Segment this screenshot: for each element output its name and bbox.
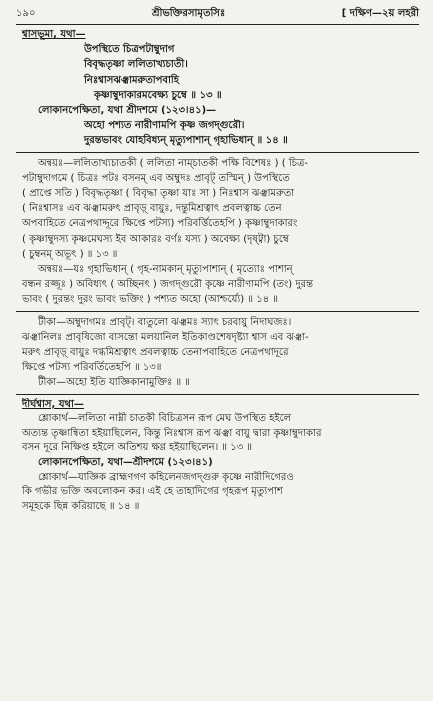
verse-block <box>16 27 419 149</box>
translation-line: শ্লোকার্থ—ললিতা নাম্নী চাতকী বিচিত্রসন রূপ মেঘ উপস্থিত হইলে <box>38 413 292 425</box>
tika-line: ঝঞ্ঝানিলঃ প্রাবৃষিজো বাসন্তো মলয়ানিল ইতিকাণ্ডশেষদৃষ্ট্যা শ্বাস এব ঝঞ্ঝা- <box>22 331 309 343</box>
tika-block <box>16 315 419 391</box>
anvaya-line: পটাম্বুদাগমে ( চিত্রঃ পটঃ বসনম্‌ এব অম্বুদঃ প্রাবৃট্‌ তস্মিন্‌ ) উপস্থিতে <box>22 172 290 184</box>
tika-line: টীকা—অহো ইতি যাজ্ঞিকানামুক্তিঃ ॥ ॥ <box>38 377 190 389</box>
anvaya-line: ( নিঃশ্বাসঃ এব ঝঞ্ঝামরুৎ প্রাবৃড়্‌ বায়ুঃ, দন্তুমিশ্রত্বাৎ প্রবলত্বাচ্চ তেন <box>22 203 282 215</box>
verse-line: বিবৃদ্ধতৃষ্ণা ললিতাখ্যচাতী। <box>84 59 188 71</box>
verse-source: লোকানপেক্ষিতা, যথা শ্রীদশমে (১২৩।৪১)— <box>38 105 217 117</box>
book-title: শ্রীভক্তিরসামৃতসিঃ <box>151 8 226 19</box>
page-number: ১৯০ <box>16 8 36 19</box>
translation-line: কি গভীর ভক্তি অবলোকন কর। এই হে তাহাদিগের গৃহরূপ মৃত্যুপাশ <box>22 486 283 498</box>
translation-line: সমূহকে ছিন্ন করিয়াছে ॥ ১৪ ॥ <box>22 500 140 512</box>
verse-intro: শ্বাসভূমা, যথা— <box>22 29 86 40</box>
section-divider <box>16 152 419 153</box>
tika-line: টীকা—অম্বুদাগমঃ প্রাবৃট্‌। বাতুলো ঝঞ্ঝমঃ স্যাৎ চরবায়ু নিদাঘজঃ। <box>38 316 292 328</box>
section-title: [ দক্ষিণ—২য় লহরী <box>341 8 419 19</box>
anvaya-block <box>16 156 419 308</box>
page-header <box>16 6 419 25</box>
verse-line: কৃষ্ণাম্বুদাকারমবেক্ষ্য চুম্বে ॥ ১৩ ॥ <box>94 89 222 101</box>
anvaya-line: বন্ধন রজ্জূঃ ) অবিধ্যৎ ( অচ্ছিনৎ ) জগদ্গুরৌ কৃষ্ণে নারীণামপি (তং) দুরন্ত <box>22 279 314 291</box>
anvaya-line: ( কৃষ্ণাম্বুদস্য কৃষ্ণমেঘস্য ইব আকারঃ বর্ণঃ যস্য ) অবেক্ষ্য (দৃষ্ট্বা) চুম্বে <box>22 233 289 245</box>
verse-line: দুরন্তভাবং যোহবিধ্যন্‌ মৃত্যুপাশান্‌ গৃহাভিধান্‌ ॥ ১৪ ॥ <box>84 135 288 147</box>
verse-line: অহো পশ্যত নারীণামপি কৃষ্ণ জগদ্গুরৌ। <box>84 120 245 132</box>
translation-line: শ্লোকার্থ—যাজ্ঞিক ব্রাহ্মণগণ কহিলেনজগদ্গুরু কৃষ্ণে নারীদিগেরও <box>38 471 294 483</box>
anvaya-line: ( প্রাপ্তে সতি ) বিবৃদ্ধতৃষ্ণা ( বিবৃদ্ধা তৃষ্ণা যাঃ সা ) নিঃশ্বাস ঝঞ্ঝামরুতা <box>22 188 295 200</box>
translation-line: বসন দূরে নিক্ষিপ্ত হইলে অতিশয় ক্ষণ্ণ হইয়াছিলেন। ॥ ১৩ ॥ <box>22 442 253 454</box>
tika-line: মরুৎ প্রাবৃড়্‌ বায়ুঃ দগ্ধমিশ্রত্বাৎ প্রবলত্বাচ্চ তেনাপবাহিতে নেত্রপথাদূরে <box>22 347 289 359</box>
section-divider <box>16 394 419 395</box>
anvaya-line: ( চুম্বনম্‌ অভূৎ ) ॥ ১৩ ॥ <box>22 248 118 260</box>
translation-heading: দীর্ঘশ্বাস, যথা— <box>22 398 84 410</box>
section-divider <box>16 311 419 312</box>
verse-line: নিঃশ্বাসঝঞ্ঝামরুতাপবাহি <box>84 74 179 86</box>
translation-source: লোকানপেক্ষিতা, যথা—শ্রীদশমে (১২৩।৪১) <box>38 457 213 469</box>
anvaya-line: অপবাহিতে নেত্রপথাদ্দূরে ক্ষিপ্তে পটস্য) পরিবর্ত্তিতেহপি ) কৃষ্ণাম্বুদাকারং <box>22 218 298 230</box>
translation-line: অত্যন্ত তৃষ্ণান্বিতা হইয়াছিলেন, কিন্তু নিঃশ্বাস রূপ ঝঞ্ঝা বায়ু দ্বারা কৃষ্ণাম্বুদাকার <box>22 427 322 439</box>
tika-line: ক্ষিপ্তে পটস্য পরিবর্তিতেহপি ॥ ১৩॥ <box>22 362 162 374</box>
anvaya-line: অন্বয়ঃ—যঃ গৃহাভিধান্‌ ( গৃহ-নামকান্‌ মৃত্যুপাশান্‌ ( মৃত্যোঃ পাশান্‌ <box>38 264 293 276</box>
verse-line: উপস্থিতে চিত্রপটাম্বুদাগ <box>84 44 175 56</box>
anvaya-line: অন্বয়ঃ—ললিতাখ্যচাতকী ( ললিতা নাম্চাতকী পক্ষি বিশেষঃ ) ( চিত্র- <box>38 157 309 169</box>
translation-block <box>16 398 419 515</box>
anvaya-line: ভাবং ( দুরন্তং দুরং ভাবং ভক্তিং ) পশ্যত অহো (আশ্চর্য্যে) ॥ ১৪ ॥ <box>22 294 279 306</box>
